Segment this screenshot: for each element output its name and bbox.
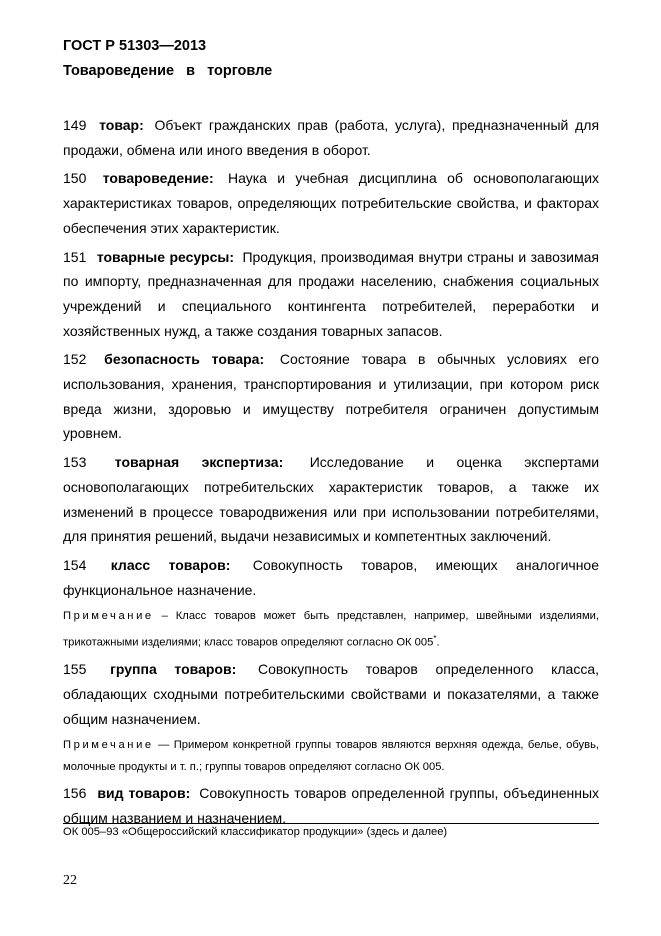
entry-number: 154 — [63, 556, 87, 573]
document-body — [63, 113, 599, 835]
entry-number: 152 — [63, 351, 87, 368]
entry-number: 150 — [63, 170, 87, 187]
footnote-divider — [63, 823, 599, 824]
entry-definition: Совокупность товаров определенного класса, обладающих сходными потребительскими свойствами и показателями, а также общим назначением. — [63, 661, 600, 727]
entry-term: товарная экспертиза: — [114, 454, 284, 471]
entry-term: безопасность товара: — [104, 351, 265, 368]
note-dash: — — [158, 739, 170, 752]
note-text: Примером конкретной группы товаров являются верхняя одежда, белье, обувь, молочные продукты и т. п.; группы товаров определяют согласно ОК 005. — [63, 739, 600, 773]
note-dash: – — [161, 610, 168, 623]
term-entry-153 — [63, 450, 599, 549]
footnote: ОК 005–93 «Общероссийский классификатор продукции» (здесь и далее) — [63, 826, 448, 838]
footnote-mark: * — [433, 633, 437, 643]
entry-definition: Продукция, производимая внутри страны и завозимая по импорту, предназначенная для продажи населению, снабжения социальных учреждений и специального контингента потребителей, переработки и хозяйственных нужд, а также создания товарных запасов. — [63, 248, 599, 339]
entry-number: 156 — [63, 785, 87, 802]
entry-term: товароведение: — [102, 170, 214, 187]
standard-title: Товароведение в торговле — [63, 63, 273, 79]
entry-definition: Объект гражданских прав (работа, услуга), предназначенный для продажи, обмена или иного введения в оборот. — [63, 117, 600, 158]
term-entry-149 — [63, 113, 599, 162]
term-entry-151 — [63, 245, 599, 344]
entry-term: товар: — [99, 117, 144, 133]
page-number: 22 — [63, 873, 77, 888]
entry-number: 153 — [63, 454, 87, 471]
note-label: Примечание — [63, 739, 154, 752]
standard-code: ГОСТ Р 51303—2013 — [63, 38, 207, 54]
note-end: . — [436, 636, 440, 649]
entry-definition: Наука и учебная дисциплина об основополагающих характеристиках товаров, определяющих потребительские свойства, и факторах обеспечения этих характеристик. — [63, 170, 600, 236]
entry-term: класс товаров: — [110, 556, 231, 573]
entry-term: группа товаров: — [110, 661, 237, 678]
note-label: Примечание — [63, 610, 154, 623]
entry-term: товарные ресурсы: — [96, 248, 234, 265]
term-entry-155 — [63, 657, 599, 731]
entry-number: 149 — [63, 117, 87, 133]
entry-term: вид товаров: — [97, 785, 191, 802]
note-154 — [63, 606, 599, 654]
entry-definition: Совокупность товаров, имеющих аналогичное функциональное назначение. — [63, 556, 599, 598]
entry-definition: Состояние товара в обычных условиях его использования, хранения, транспортирования и утилизации, при котором риск вреда жизни, здоровью и имуществу потребителя ограничен допустимым уровнем. — [63, 351, 600, 442]
term-entry-150 — [63, 166, 599, 240]
entry-definition: Совокупность товаров определенной группы, объединенных общим названием и назначением. — [63, 785, 600, 826]
entry-number: 151 — [63, 248, 87, 265]
note-text: Класс товаров может быть представлен, например, швейными изделиями, трикотажными изделиями; класс товаров определяют согласно ОК 005 — [63, 610, 600, 649]
note-155 — [63, 735, 599, 778]
entry-definition: Исследование и оценка экспертами основополагающих потребительских характеристик товаров, а также их изменений в процессе товародвижения или при использовании потребителями, для принятия решений, выдачи независимых и компетентных заключений. — [63, 454, 600, 545]
entry-number: 155 — [63, 661, 87, 678]
term-entry-154 — [63, 553, 599, 602]
term-entry-152 — [63, 347, 599, 446]
